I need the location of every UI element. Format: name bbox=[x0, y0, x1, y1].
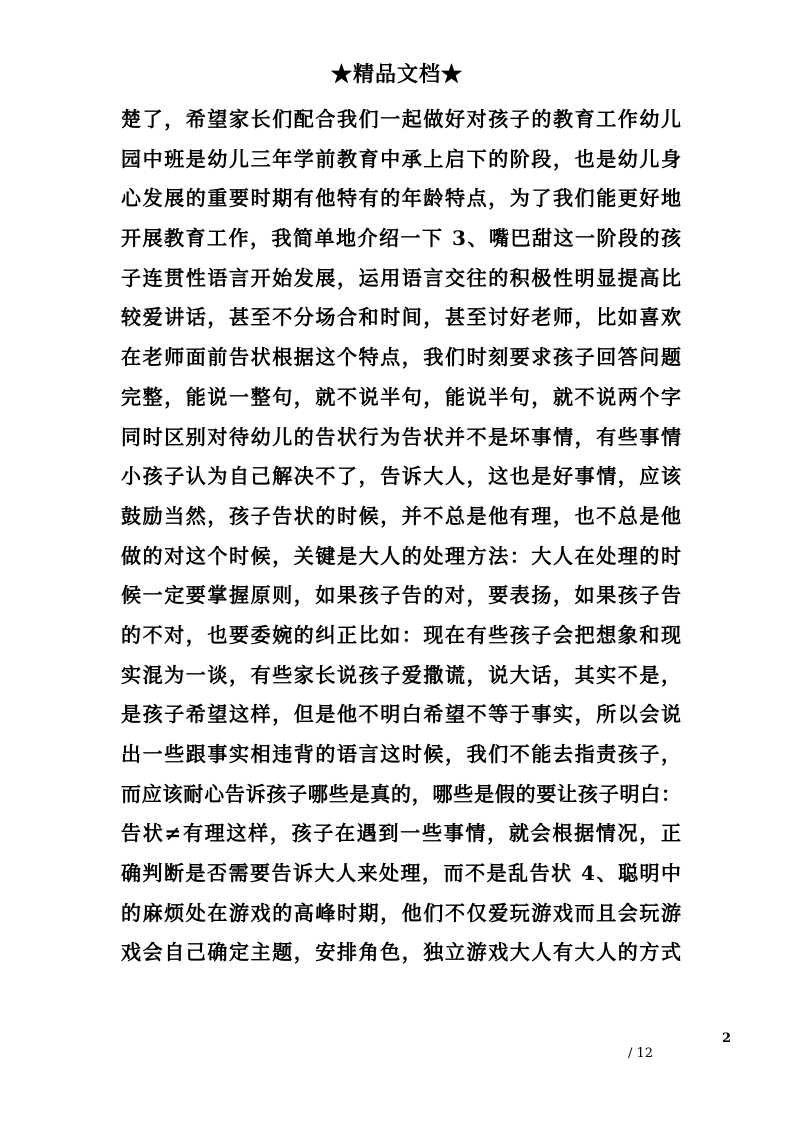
text-line: 的不对，也要委婉的纠正比如：现在有些孩子会把想象和现 bbox=[121, 622, 681, 647]
text-line: 做的对这个时候，关键是大人的处理方法：大人在处理的时 bbox=[121, 543, 681, 568]
text-line: 子连贯性语言开始发展，运用语言交往的积极性明显提高比 bbox=[121, 265, 681, 290]
document-body bbox=[121, 100, 681, 973]
text-line: 告状≠有理这样，孩子在遇到一些事情，就会根据情况，正 bbox=[121, 821, 681, 846]
document-header: ★精品文档★ bbox=[331, 61, 463, 86]
text-line: 小孩子认为自己解决不了，告诉大人，这也是好事情，应该 bbox=[121, 464, 681, 489]
text-line: 心发展的重要时期有他特有的年龄特点，为了我们能更好地 bbox=[121, 186, 681, 211]
text-line: 鼓励当然，孩子告状的时候，并不总是他有理，也不总是他 bbox=[121, 503, 681, 528]
text-line: 楚了，希望家长们配合我们一起做好对孩子的教育工作幼儿 bbox=[121, 107, 681, 131]
text-line: 完整，能说一整句，就不说半句，能说半句，就不说两个字 bbox=[121, 384, 681, 409]
text-line: 较爱讲话，甚至不分场合和时间，甚至讨好老师，比如喜欢 bbox=[121, 305, 681, 330]
text-line: 而应该耐心告诉孩子哪些是真的，哪些是假的要让孩子明白： bbox=[121, 781, 681, 806]
text-line: 实混为一谈，有些家长说孩子爱撒谎，说大话，其实不是， bbox=[121, 662, 681, 687]
text-line: 戏会自己确定主题，安排角色，独立游戏大人有大人的方式 bbox=[121, 940, 681, 965]
text-line: 同时区别对待幼儿的告状行为告状并不是坏事情，有些事情 bbox=[121, 424, 681, 449]
text-line: 开展教育工作，我简单地介绍一下 3、嘴巴甜这一阶段的孩 bbox=[121, 226, 681, 251]
text-line: 在老师面前告状根据这个特点，我们时刻要求孩子回答问题 bbox=[121, 345, 681, 370]
page-total: / 12 bbox=[628, 1046, 654, 1061]
text-line: 出一些跟事实相违背的语言这时候，我们不能去指责孩子， bbox=[121, 742, 681, 766]
text-line: 确判断是否需要告诉大人来处理，而不是乱告状 4、聪明中 bbox=[121, 861, 681, 886]
text-line: 园中班是幼儿三年学前教育中承上启下的阶段，也是幼儿身 bbox=[121, 146, 681, 171]
page-number: 2 bbox=[722, 1031, 732, 1046]
text-line: 候一定要掌握原则，如果孩子告的对，要表扬，如果孩子告 bbox=[121, 583, 681, 608]
text-line: 的麻烦处在游戏的高峰时期，他们不仅爱玩游戏而且会玩游 bbox=[121, 900, 681, 925]
text-line: 是孩子希望这样，但是他不明白希望不等于事实，所以会说 bbox=[121, 702, 681, 727]
